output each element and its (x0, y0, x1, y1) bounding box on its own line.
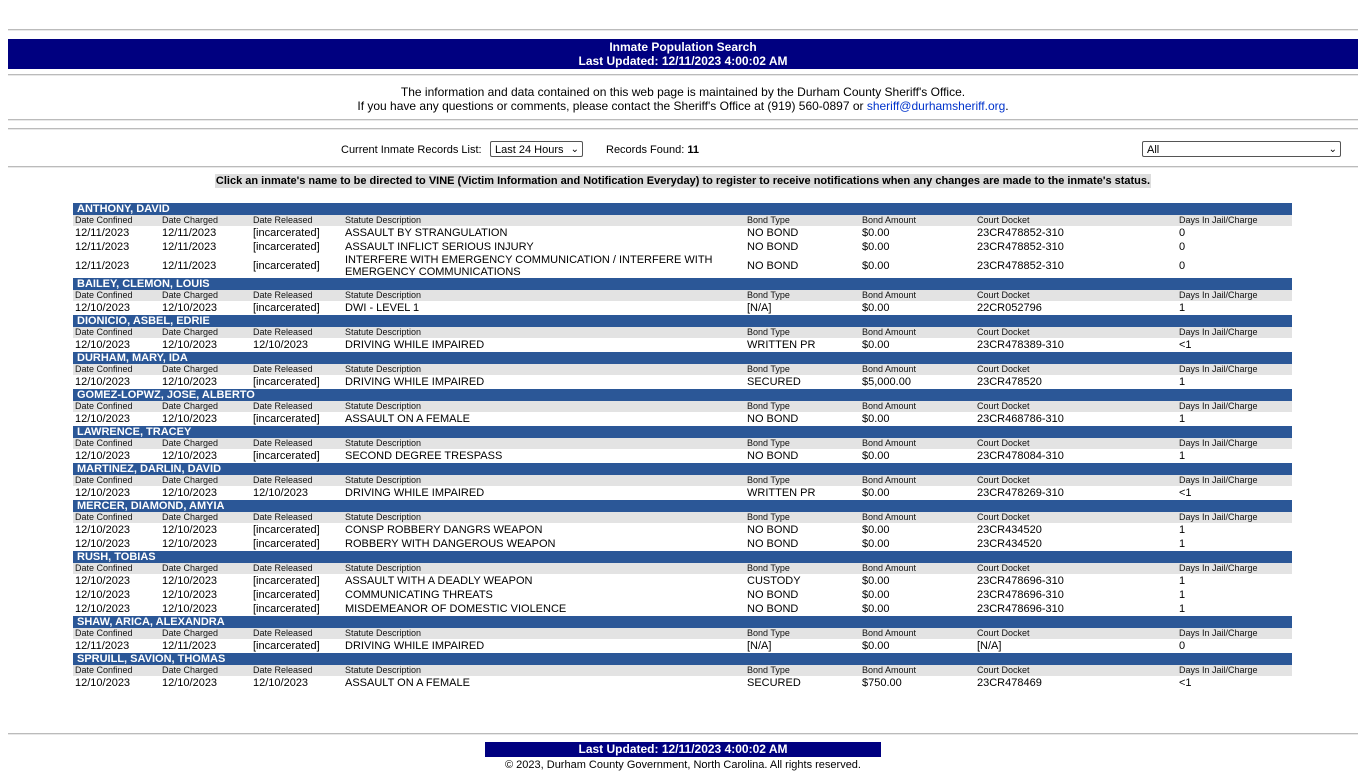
charge-cell: 12/10/2023 (253, 677, 309, 689)
records-found-count: 11 (687, 144, 699, 156)
charge-cell: ASSAULT INFLICT SERIOUS INJURY (345, 241, 534, 253)
charge-cell: 1 (1179, 538, 1186, 550)
charge-cell: $0.00 (862, 227, 890, 239)
column-header: Date Released (251, 401, 343, 412)
column-header: Date Released (251, 512, 343, 523)
charge-cell: NO BOND (747, 227, 799, 239)
column-header: Court Docket (975, 628, 1177, 639)
column-header: Bond Amount (860, 665, 975, 676)
column-header: Date Confined (73, 475, 160, 486)
inmate-name-row (73, 315, 1292, 327)
inmate-name-row (73, 278, 1292, 290)
charge-cell: 12/11/2023 (75, 227, 130, 239)
column-header: Bond Type (745, 563, 860, 574)
charge-row (73, 588, 1292, 602)
column-header: Days In Jail/Charge (1177, 563, 1292, 574)
last-updated: Last Updated: 12/11/2023 4:00:02 AM (578, 54, 788, 68)
charge-cell: MISDEMEANOR OF DOMESTIC VIOLENCE (345, 603, 567, 615)
charge-cell: 12/10/2023 (75, 413, 131, 425)
charge-cell: DRIVING WHILE IMPAIRED (345, 339, 485, 351)
charge-cell: 12/11/2023 (162, 241, 217, 253)
column-header-row (73, 665, 1292, 676)
charge-cell: $0.00 (862, 302, 890, 314)
column-header: Bond Type (745, 628, 860, 639)
column-header: Bond Type (745, 215, 860, 226)
column-header: Court Docket (975, 364, 1177, 375)
charge-cell: 12/10/2023 (162, 575, 218, 587)
divider (8, 733, 1358, 735)
charge-cell: 12/10/2023 (75, 302, 131, 314)
column-header: Bond Amount (860, 401, 975, 412)
charge-cell: 12/10/2023 (162, 603, 218, 615)
column-header: Bond Type (745, 364, 860, 375)
charge-row (73, 375, 1292, 389)
charge-cell: 12/10/2023 (162, 487, 218, 499)
charge-cell: 0 (1179, 260, 1186, 272)
column-header-row (73, 628, 1292, 639)
charge-cell: 12/10/2023 (162, 538, 218, 550)
column-header-row (73, 475, 1292, 486)
inmate-name-row (73, 653, 1292, 665)
charge-cell: $5,000.00 (862, 376, 911, 388)
charge-cell: [incarcerated] (253, 241, 320, 253)
column-header: Date Confined (73, 327, 160, 338)
column-header: Date Charged (160, 512, 251, 523)
records-found (606, 144, 699, 156)
column-header-row (73, 512, 1292, 523)
charge-row (73, 486, 1292, 500)
charge-cell: 12/10/2023 (75, 376, 131, 388)
column-header: Bond Type (745, 512, 860, 523)
charge-cell: [incarcerated] (253, 413, 320, 425)
info-line-1: The information and data contained on this web page is maintained by the Durham County Sheriff's Office. (400, 85, 966, 99)
charge-cell: $0.00 (862, 575, 890, 587)
charge-cell: CUSTODY (747, 575, 801, 587)
column-header: Bond Amount (860, 475, 975, 486)
column-header: Bond Amount (860, 512, 975, 523)
column-header: Bond Amount (860, 290, 975, 301)
charge-cell: 12/10/2023 (75, 339, 131, 351)
charge-cell: [N/A] (747, 640, 772, 652)
column-header: Days In Jail/Charge (1177, 290, 1292, 301)
charge-cell: SECURED (747, 376, 801, 388)
charge-cell: ASSAULT WITH A DEADLY WEAPON (345, 575, 533, 587)
charge-cell: 23CR478852-310 (977, 241, 1064, 253)
charge-cell: 12/11/2023 (162, 260, 217, 272)
inmate-name-link[interactable]: DIONICIO, ASBEL, EDRIE (73, 315, 1292, 327)
charge-cell: [incarcerated] (253, 376, 320, 388)
column-header: Days In Jail/Charge (1177, 327, 1292, 338)
info-line-2-suffix: . (1005, 99, 1009, 113)
charge-cell: DWI - LEVEL 1 (345, 302, 420, 314)
charge-cell: 23CR468786-310 (977, 413, 1064, 425)
inmate-name-link[interactable]: SPRUILL, SAVION, THOMAS (73, 653, 1292, 665)
charge-cell: 1 (1179, 413, 1186, 425)
vine-notice (0, 175, 1366, 187)
charge-cell: 12/10/2023 (75, 450, 131, 462)
filter-select[interactable] (1142, 141, 1341, 157)
charge-cell: CONSP ROBBERY DANGRS WEAPON (345, 524, 543, 536)
chevron-down-icon: ⌄ (1328, 144, 1337, 155)
top-divider (8, 29, 1358, 31)
charge-cell: NO BOND (747, 450, 799, 462)
charge-row (73, 240, 1292, 254)
charge-cell: 0 (1179, 227, 1186, 239)
charge-cell: $0.00 (862, 413, 890, 425)
charge-cell: $0.00 (862, 589, 890, 601)
column-header: Days In Jail/Charge (1177, 401, 1292, 412)
charge-cell: INTERFERE WITH EMERGENCY COMMUNICATION / INTERFERE WITH EMERGENCY COMMUNICATIONS (345, 254, 713, 278)
column-header: Days In Jail/Charge (1177, 512, 1292, 523)
charge-cell: <1 (1179, 487, 1192, 499)
column-header: Date Confined (73, 364, 160, 375)
column-header: Court Docket (975, 438, 1177, 449)
column-header: Statute Description (343, 665, 745, 676)
column-header: Date Confined (73, 290, 160, 301)
charge-cell: 1 (1179, 603, 1186, 615)
charge-cell: 12/10/2023 (162, 302, 218, 314)
column-header-row (73, 327, 1292, 338)
charge-cell: $0.00 (862, 538, 890, 550)
charge-row (73, 639, 1292, 653)
column-header: Date Released (251, 665, 343, 676)
page-header-banner (8, 39, 1358, 69)
divider (8, 166, 1358, 168)
column-header: Bond Type (745, 327, 860, 338)
column-header: Date Released (251, 438, 343, 449)
charge-cell: 23CR434520 (977, 524, 1042, 536)
charge-cell: ROBBERY WITH DANGEROUS WEAPON (345, 538, 556, 550)
charge-cell: $0.00 (862, 241, 890, 253)
charge-cell: 12/11/2023 (162, 640, 217, 652)
charge-cell: NO BOND (747, 538, 799, 550)
charge-cell: NO BOND (747, 260, 799, 272)
column-header-row (73, 563, 1292, 574)
inmate-name-link[interactable]: RUSH, TOBIAS (73, 551, 1292, 563)
divider (8, 74, 1358, 76)
charge-cell: [incarcerated] (253, 450, 320, 462)
column-header: Date Charged (160, 215, 251, 226)
charge-cell: SECURED (747, 677, 801, 689)
column-header: Date Released (251, 327, 343, 338)
charge-cell: [incarcerated] (253, 603, 320, 615)
records-list-select[interactable] (490, 141, 583, 157)
column-header: Bond Amount (860, 628, 975, 639)
column-header-row (73, 290, 1292, 301)
column-header: Bond Amount (860, 438, 975, 449)
charge-cell: 23CR478520 (977, 376, 1042, 388)
column-header: Statute Description (343, 512, 745, 523)
inmate-name-link[interactable]: BAILEY, CLEMON, LOUIS (73, 278, 1292, 290)
column-header: Date Charged (160, 438, 251, 449)
charge-cell: 1 (1179, 302, 1186, 314)
charge-cell: 12/10/2023 (162, 677, 218, 689)
column-header: Date Released (251, 475, 343, 486)
charge-cell: $0.00 (862, 260, 890, 272)
column-header: Bond Type (745, 475, 860, 486)
column-header: Statute Description (343, 290, 745, 301)
charge-cell: NO BOND (747, 603, 799, 615)
vine-notice-text: Click an inmate's name to be directed to VINE (Victim Information and Notification Everyday) to register to receive notifications when any changes are made to the inmate's status. (215, 175, 1151, 187)
charge-cell: 12/10/2023 (253, 487, 309, 499)
column-header: Court Docket (975, 290, 1177, 301)
column-header: Bond Amount (860, 563, 975, 574)
column-header: Court Docket (975, 401, 1177, 412)
charge-cell: [incarcerated] (253, 640, 320, 652)
charge-cell: WRITTEN PR (747, 487, 816, 499)
charge-cell: [incarcerated] (253, 302, 320, 314)
column-header: Date Charged (160, 628, 251, 639)
charge-row (73, 523, 1292, 537)
charge-cell: $0.00 (862, 640, 890, 652)
footer-last-updated: Last Updated: 12/11/2023 4:00:02 AM (485, 742, 881, 757)
column-header: Days In Jail/Charge (1177, 438, 1292, 449)
inmate-name-row (73, 463, 1292, 475)
charge-cell: DRIVING WHILE IMPAIRED (345, 376, 485, 388)
inmate-table (73, 203, 1292, 690)
inmate-name-link[interactable]: MERCER, DIAMOND, AMYIA (73, 500, 1292, 512)
column-header: Date Confined (73, 665, 160, 676)
column-header: Court Docket (975, 475, 1177, 486)
column-header: Statute Description (343, 475, 745, 486)
charge-cell: 1 (1179, 589, 1186, 601)
column-header: Date Charged (160, 290, 251, 301)
charge-cell: 1 (1179, 575, 1186, 587)
charge-cell: <1 (1179, 339, 1192, 351)
column-header: Date Confined (73, 215, 160, 226)
inmate-name-link[interactable]: SHAW, ARICA, ALEXANDRA (73, 616, 1292, 628)
charge-cell: 23CR478084-310 (977, 450, 1064, 462)
charge-cell: 12/11/2023 (75, 241, 130, 253)
charge-row (73, 574, 1292, 588)
charge-row (73, 676, 1292, 690)
charge-cell: ASSAULT ON A FEMALE (345, 677, 470, 689)
charge-cell: 12/10/2023 (75, 589, 131, 601)
column-header: Date Charged (160, 665, 251, 676)
charge-row (73, 226, 1292, 240)
column-header: Date Charged (160, 327, 251, 338)
inmate-name-link[interactable]: LAWRENCE, TRACEY (73, 426, 1292, 438)
inmate-name-row (73, 389, 1292, 401)
column-header: Bond Amount (860, 327, 975, 338)
info-text (8, 85, 1358, 113)
column-header: Bond Amount (860, 364, 975, 375)
charge-cell: 12/10/2023 (162, 413, 218, 425)
column-header: Statute Description (343, 327, 745, 338)
inmate-name-row (73, 203, 1292, 215)
charge-cell: 12/11/2023 (75, 640, 130, 652)
charge-cell: 12/11/2023 (75, 260, 130, 272)
column-header: Bond Type (745, 401, 860, 412)
charge-cell: NO BOND (747, 413, 799, 425)
charge-cell: 12/10/2023 (75, 677, 131, 689)
inmate-name-row (73, 616, 1292, 628)
charge-cell: 1 (1179, 524, 1186, 536)
column-header: Days In Jail/Charge (1177, 475, 1292, 486)
charge-cell: 12/10/2023 (75, 603, 131, 615)
inmate-name-row (73, 551, 1292, 563)
charge-cell: SECOND DEGREE TRESPASS (345, 450, 503, 462)
column-header: Date Charged (160, 475, 251, 486)
charge-row (73, 537, 1292, 551)
column-header: Statute Description (343, 364, 745, 375)
charge-cell: 12/11/2023 (162, 227, 217, 239)
charge-cell: ASSAULT ON A FEMALE (345, 413, 470, 425)
charge-cell: 12/10/2023 (162, 339, 218, 351)
inmate-name-row (73, 352, 1292, 364)
info-line-2 (8, 99, 1358, 113)
charge-cell: 23CR478852-310 (977, 227, 1064, 239)
column-header: Days In Jail/Charge (1177, 364, 1292, 375)
column-header: Date Confined (73, 512, 160, 523)
filter-value: All (1147, 144, 1160, 156)
column-header: Date Confined (73, 628, 160, 639)
records-controls (0, 141, 1366, 159)
charge-cell: [incarcerated] (253, 589, 320, 601)
inmate-name-row (73, 500, 1292, 512)
column-header: Date Released (251, 563, 343, 574)
column-header: Bond Amount (860, 215, 975, 226)
charge-cell: 23CR478269-310 (977, 487, 1064, 499)
column-header: Statute Description (343, 628, 745, 639)
charge-cell: 23CR478389-310 (977, 339, 1064, 351)
divider (8, 128, 1358, 130)
inmate-name-row (73, 426, 1292, 438)
column-header: Date Confined (73, 563, 160, 574)
charge-cell: DRIVING WHILE IMPAIRED (345, 487, 485, 499)
charge-row (73, 412, 1292, 426)
charge-cell: [incarcerated] (253, 524, 320, 536)
column-header: Date Charged (160, 364, 251, 375)
charge-cell: 12/10/2023 (162, 589, 218, 601)
charge-cell: WRITTEN PR (747, 339, 816, 351)
charge-cell: 1 (1179, 450, 1186, 462)
charge-cell: DRIVING WHILE IMPAIRED (345, 640, 485, 652)
charge-row (73, 254, 1292, 278)
charge-cell: 12/10/2023 (75, 524, 131, 536)
charge-cell: NO BOND (747, 241, 799, 253)
charge-cell: 23CR478852-310 (977, 260, 1064, 272)
column-header: Court Docket (975, 665, 1177, 676)
column-header: Bond Type (745, 290, 860, 301)
column-header: Bond Type (745, 438, 860, 449)
inmate-name-link[interactable]: ANTHONY, DAVID (73, 203, 1292, 215)
records-found-label: Records Found: (606, 144, 685, 156)
charge-cell: 23CR478696-310 (977, 603, 1064, 615)
charge-cell: $750.00 (862, 677, 902, 689)
copyright: © 2023, Durham County Government, North Carolina. All rights reserved. (505, 759, 861, 771)
charge-cell: NO BOND (747, 589, 799, 601)
charge-row (73, 301, 1292, 315)
charge-cell: NO BOND (747, 524, 799, 536)
charge-cell: 0 (1179, 640, 1186, 652)
charge-cell: [incarcerated] (253, 538, 320, 550)
inmate-name-link[interactable]: GOMEZ-LOPWZ, JOSE, ALBERTO (73, 389, 1292, 401)
charge-cell: $0.00 (862, 487, 890, 499)
info-line-2-text: If you have any questions or comments, please contact the Sheriff's Office at (919) 560-0897 or (357, 99, 867, 113)
column-header: Statute Description (343, 401, 745, 412)
charge-row (73, 338, 1292, 352)
charge-cell: $0.00 (862, 603, 890, 615)
records-list-value: Last 24 Hours (495, 144, 564, 156)
charge-cell: 23CR434520 (977, 538, 1042, 550)
email-link[interactable]: sheriff@durhamsheriff.org (866, 99, 1006, 113)
charge-cell: [N/A] (747, 302, 772, 314)
inmate-name-link[interactable]: MARTINEZ, DARLIN, DAVID (73, 463, 1292, 475)
charge-cell: 22CR052796 (977, 302, 1042, 314)
column-header: Date Released (251, 364, 343, 375)
charge-cell: 12/10/2023 (162, 376, 218, 388)
charge-cell: 12/10/2023 (75, 538, 131, 550)
charge-cell: $0.00 (862, 524, 890, 536)
charge-cell: 23CR478696-310 (977, 589, 1064, 601)
column-header: Days In Jail/Charge (1177, 665, 1292, 676)
column-header: Court Docket (975, 327, 1177, 338)
records-list-label: Current Inmate Records List: (341, 144, 482, 156)
column-header: Date Charged (160, 563, 251, 574)
charge-cell: 12/10/2023 (162, 524, 218, 536)
divider (8, 119, 1358, 121)
column-header: Court Docket (975, 512, 1177, 523)
column-header: Days In Jail/Charge (1177, 628, 1292, 639)
charge-cell: $0.00 (862, 450, 890, 462)
column-header: Bond Type (745, 665, 860, 676)
charge-cell: COMMUNICATING THREATS (345, 589, 493, 601)
chevron-down-icon: ⌄ (570, 144, 579, 155)
column-header: Court Docket (975, 215, 1177, 226)
charge-cell: 23CR478696-310 (977, 575, 1064, 587)
column-header-row (73, 401, 1292, 412)
inmate-name-link[interactable]: DURHAM, MARY, IDA (73, 352, 1292, 364)
charge-cell: [incarcerated] (253, 227, 320, 239)
charge-row (73, 449, 1292, 463)
column-header: Date Released (251, 215, 343, 226)
charge-cell: [incarcerated] (253, 260, 320, 272)
column-header: Statute Description (343, 215, 745, 226)
column-header: Date Charged (160, 401, 251, 412)
column-header: Date Confined (73, 401, 160, 412)
charge-row (73, 602, 1292, 616)
column-header-row (73, 364, 1292, 375)
charge-cell: <1 (1179, 677, 1192, 689)
column-header: Date Released (251, 628, 343, 639)
charge-cell: $0.00 (862, 339, 890, 351)
charge-cell: 12/10/2023 (75, 575, 131, 587)
column-header: Court Docket (975, 563, 1177, 574)
column-header: Statute Description (343, 438, 745, 449)
column-header-row (73, 438, 1292, 449)
column-header: Statute Description (343, 563, 745, 574)
charge-cell: [incarcerated] (253, 575, 320, 587)
charge-cell: 23CR478469 (977, 677, 1042, 689)
charge-cell: 0 (1179, 241, 1186, 253)
charge-cell: ASSAULT BY STRANGULATION (345, 227, 508, 239)
column-header: Date Released (251, 290, 343, 301)
page-title: Inmate Population Search (609, 40, 757, 54)
column-header: Date Confined (73, 438, 160, 449)
charge-cell: 12/10/2023 (162, 450, 218, 462)
charge-cell: [N/A] (977, 640, 1002, 652)
charge-cell: 12/10/2023 (253, 339, 309, 351)
column-header-row (73, 215, 1292, 226)
charge-cell: 1 (1179, 376, 1186, 388)
charge-cell: 12/10/2023 (75, 487, 131, 499)
column-header: Days In Jail/Charge (1177, 215, 1292, 226)
